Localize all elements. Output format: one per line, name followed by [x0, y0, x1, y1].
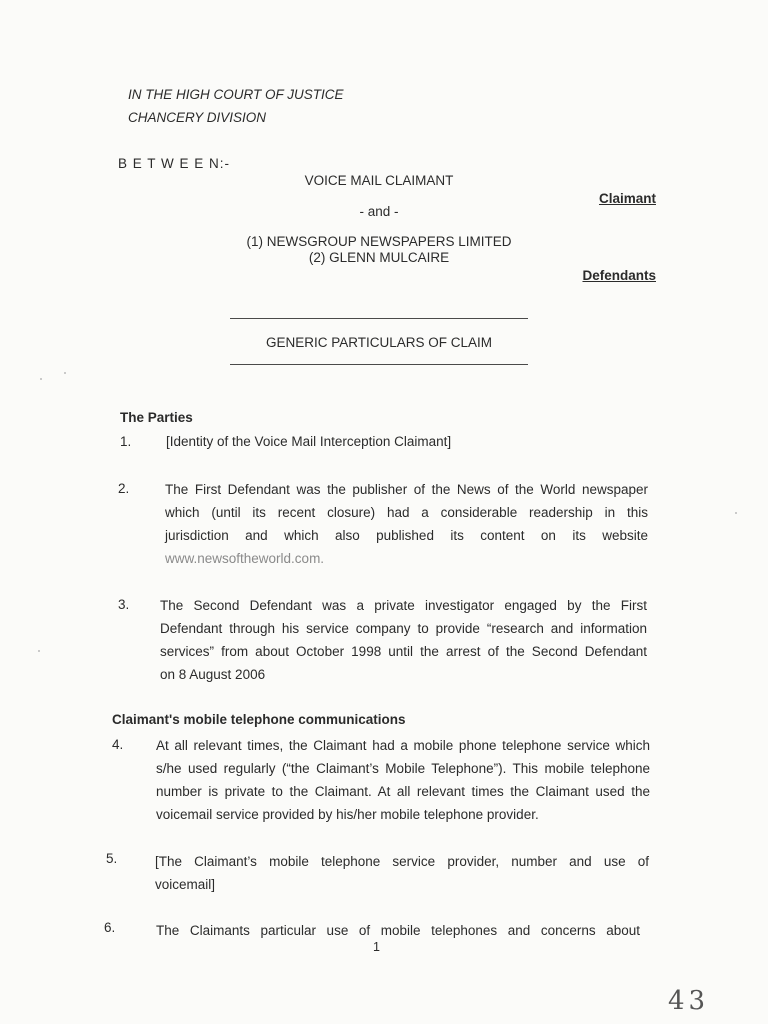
paragraph-number: 4.: [112, 737, 124, 752]
title-rule-bottom: [230, 364, 528, 365]
section-heading-mobile: Claimant's mobile telephone communications: [112, 712, 406, 727]
title-rule-top: [230, 318, 528, 319]
defendants-role: Defendants: [582, 268, 656, 283]
paragraph-line: number is private to the Claimant. At all relevant times the Claimant used the: [156, 784, 650, 799]
defendant-2: (2) GLENN MULCAIRE: [308, 250, 450, 265]
page-number: 1: [373, 940, 380, 954]
paragraph-number: 5.: [106, 851, 118, 866]
paragraph-line: which (until its recent closure) had a considerable readership in this: [165, 505, 648, 520]
scan-speck: [40, 378, 42, 380]
court-division: CHANCERY DIVISION: [128, 110, 267, 125]
paragraph-line: on 8 August 2006: [160, 667, 266, 682]
paragraph-4: [156, 734, 650, 826]
paragraph-line: At all relevant times, the Claimant had a mobile phone telephone service which: [156, 738, 650, 753]
paragraph-line: voicemail service provided by his/her mobile telephone provider.: [156, 807, 539, 822]
court-name: IN THE HIGH COURT OF JUSTICE: [128, 87, 344, 102]
paragraph-line: services” from about October 1998 until the arrest of the Second Defendant: [160, 644, 647, 659]
paragraph-line: The Claimants particular use of mobile telephones and concerns about: [156, 923, 640, 938]
paragraph-3: [160, 594, 647, 686]
paragraph-line: [Identity of the Voice Mail Interception Claimant]: [166, 434, 452, 449]
paragraph-line: s/he used regularly (“the Claimant’s Mobile Telephone”). This mobile telephone: [156, 761, 650, 776]
document-title: GENERIC PARTICULARS OF CLAIM: [265, 335, 493, 350]
paragraph-line: The Second Defendant was a private investigator engaged by the First: [160, 598, 647, 613]
paragraph-line: jurisdiction and which also published its content on its website: [165, 528, 648, 543]
paragraph-line: voicemail]: [155, 877, 216, 892]
paragraph-6: [156, 919, 640, 942]
paragraph-5: [155, 850, 649, 896]
paragraph-2: [165, 478, 648, 570]
paragraph-line: The First Defendant was the publisher of the News of the World newspaper: [165, 482, 648, 497]
section-heading-parties: The Parties: [120, 410, 193, 425]
between-label: B E T W E E N:-: [118, 156, 231, 171]
paragraph-number: 2.: [118, 481, 130, 496]
scan-speck: [38, 650, 40, 652]
and-text: - and -: [359, 204, 399, 219]
claimant-role: Claimant: [598, 191, 656, 206]
defendant-1: (1) NEWSGROUP NEWSPAPERS LIMITED: [246, 234, 512, 249]
paragraph-number: 3.: [118, 597, 130, 612]
paragraph-1: [166, 430, 646, 453]
website-link[interactable]: www.newsoftheworld.com.: [165, 551, 325, 566]
paragraph-number: 1.: [120, 434, 132, 449]
paragraph-number: 6.: [104, 920, 116, 935]
paragraph-line: [The Claimant’s mobile telephone service provider, number and use of: [155, 854, 649, 869]
paragraph-line: Defendant through his service company to provide “research and information: [160, 621, 647, 636]
handwritten-page-note: 43: [668, 986, 710, 1016]
claimant-name: VOICE MAIL CLAIMANT: [304, 173, 454, 188]
scan-speck: [64, 372, 66, 374]
scan-speck: [735, 512, 737, 514]
